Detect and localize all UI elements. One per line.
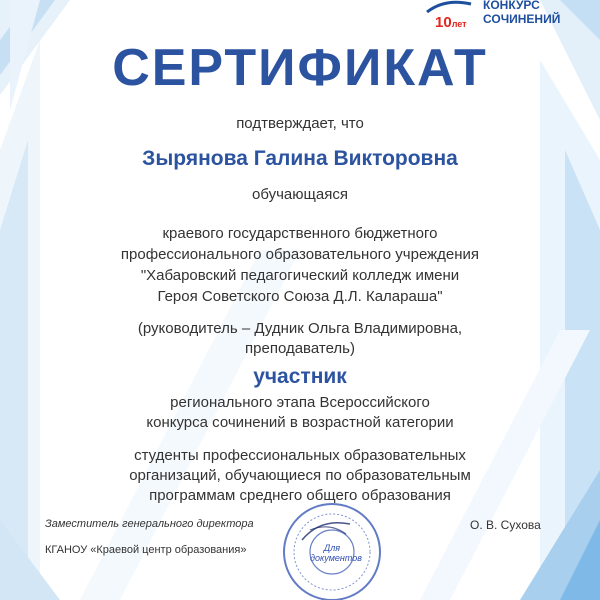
institution-line: профессионального образовательного учреждения	[120, 246, 480, 263]
stamp-label: Для документов	[310, 543, 362, 563]
participation-role: участник	[253, 365, 347, 388]
institution-line: краевого государственного бюджетного	[162, 225, 438, 242]
signer-name: О. В. Сухова	[470, 518, 541, 532]
supervisor-line: (руководитель – Дудник Ольга Владимировна,	[137, 320, 463, 337]
category-line: студенты профессиональных образовательных	[134, 447, 466, 464]
logo-line-sochineniy: СОЧИНЕНИЙ	[483, 12, 561, 26]
signer-position: Заместитель генерального директора	[45, 518, 254, 530]
logo-years: 10лет	[435, 14, 467, 31]
category-line: программам среднего общего образования	[149, 487, 451, 504]
institution-line: Героя Советского Союза Д.Л. Калараша"	[157, 288, 443, 305]
stage-line: конкурса сочинений в возрастной категории	[146, 414, 454, 431]
certificate-title: СЕРТИФИКАТ	[112, 39, 488, 97]
contest-logo	[425, 0, 600, 40]
confirms-text: подтверждает, что	[236, 115, 364, 132]
supervisor-line: преподаватель)	[245, 340, 355, 357]
status-text: обучающаяся	[252, 186, 348, 203]
logo-line-konkurs: КОНКУРС	[483, 0, 540, 12]
category-line: организаций, обучающиеся по образовательным	[129, 467, 471, 484]
signer-organization: КГАНОУ «Краевой центр образования»	[45, 544, 247, 556]
logo-swoosh-icon	[425, 0, 473, 14]
recipient-name: Зырянова Галина Викторовна	[142, 147, 458, 170]
institution-line: "Хабаровский педагогический колледж имени	[140, 267, 460, 284]
stage-line: регионального этапа Всероссийского	[170, 394, 430, 411]
